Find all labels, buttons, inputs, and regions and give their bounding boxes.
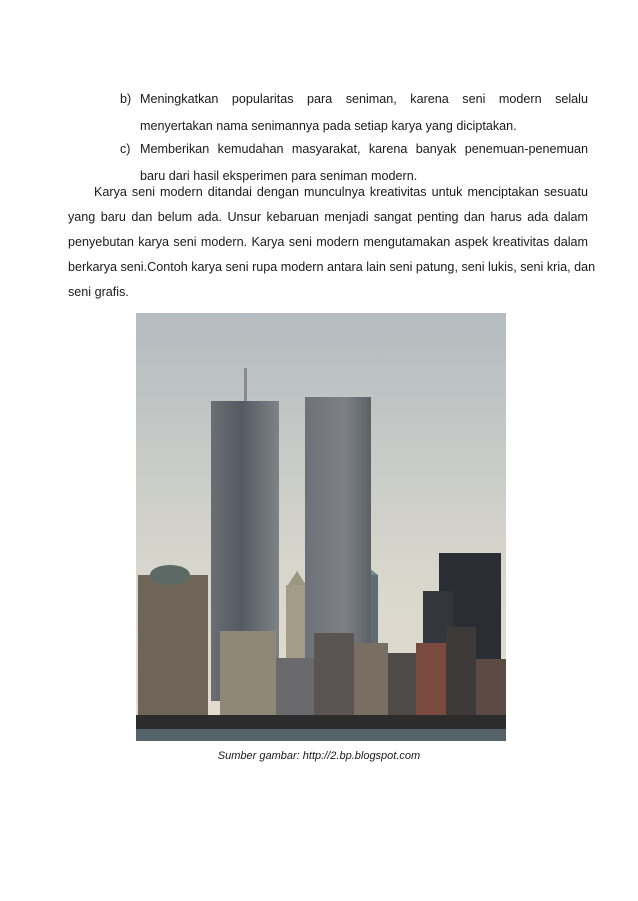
body-paragraph <box>68 180 596 305</box>
paragraph-line: Karya seni modern ditandai dengan munculnya kreativitas untuk menciptakan sesuatu <box>94 185 588 199</box>
list-marker: b) <box>120 92 132 106</box>
shoreline <box>136 715 506 729</box>
list-item-line: menyertakan nama senimannya pada setiap karya yang diciptakan. <box>140 119 517 133</box>
list-item-line: Meningkatkan popularitas para seniman, karena seni modern selalu <box>140 92 588 106</box>
foreground-building <box>446 627 476 715</box>
paragraph-line: yang baru dan belum ada. Unsur kebaruan menjadi sangat penting dan harus ada dalam <box>68 210 588 224</box>
domed-building <box>138 575 208 715</box>
list-marker: c) <box>120 142 131 156</box>
dome <box>150 565 190 585</box>
list-item-line: Memberikan kemudahan masyarakat, karena banyak penemuan-penemuan <box>140 142 588 156</box>
foreground-building <box>220 631 276 715</box>
woolworth-building <box>286 585 308 665</box>
foreground-building <box>354 643 388 715</box>
foreground-building <box>314 633 354 715</box>
foreground-building <box>476 659 506 715</box>
paragraph-line: seni grafis. <box>68 285 129 299</box>
figure-caption: Sumber gambar: http://2.bp.blogspot.com <box>217 750 421 762</box>
list-item-line: baru dari hasil eksperimen para seniman modern. <box>140 169 418 183</box>
skyline-photo <box>136 313 506 741</box>
paragraph-line: berkarya seni.Contoh karya seni rupa modern antara lain seni patung, seni lukis, seni kria, dan <box>68 260 596 274</box>
foreground-building <box>416 643 446 715</box>
water <box>136 729 506 741</box>
paragraph-line: penyebutan karya seni modern. Karya seni modern mengutamakan aspek kreativitas dalam <box>68 235 588 249</box>
foreground-building <box>276 658 316 715</box>
foreground-building <box>388 653 416 715</box>
antenna <box>244 368 247 404</box>
